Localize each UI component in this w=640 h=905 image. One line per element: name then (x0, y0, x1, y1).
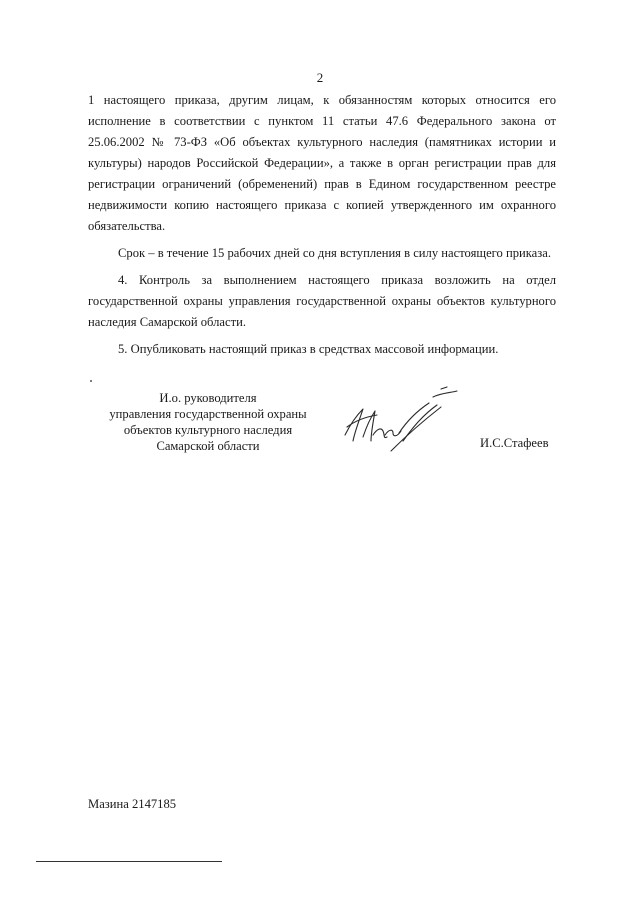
signatory-position (88, 390, 328, 454)
scan-speck (90, 380, 92, 382)
signer-name: И.С.Стафеев (480, 436, 549, 450)
order-body (88, 90, 556, 366)
position-line-2: управления государственной охраны (109, 407, 307, 421)
paragraph-continuation: 1 настоящего приказа, другим лицам, к обязанностям которых относится его исполнение в соответствии с пунктом 11 статьи 47.6 Федерального закона от 25.06.2002 № 73-ФЗ «Об объектах культурного наследия (памятниках истории и культуры) народов Российской Федерации», а также в орган регистрации прав для регистрации ограничений (обременений) прав в Едином государственном реестре недвижимости копию настоящего приказа с копией утвержденного им охранного обязательства. (88, 93, 556, 233)
footer-divider (36, 861, 222, 862)
page-number: 2 (316, 70, 324, 85)
position-line-3: объектов культурного наследия (123, 423, 293, 437)
paragraph-item-4: 4. Контроль за выполнением настоящего приказа возложить на отдел государственной охраны управления государственной охраны объектов культурного наследия Самарской области. (88, 273, 556, 329)
position-line-4: Самарской области (156, 439, 260, 453)
paragraph-item-5: 5. Опубликовать настоящий приказ в средствах массовой информации. (118, 342, 499, 356)
executor-contact: Мазина 2147185 (88, 797, 177, 811)
position-line-1: И.о. руководителя (159, 391, 257, 405)
paragraph-deadline: Срок – в течение 15 рабочих дней со дня вступления в силу настоящего приказа. (118, 246, 551, 260)
handwritten-signature (337, 385, 467, 460)
